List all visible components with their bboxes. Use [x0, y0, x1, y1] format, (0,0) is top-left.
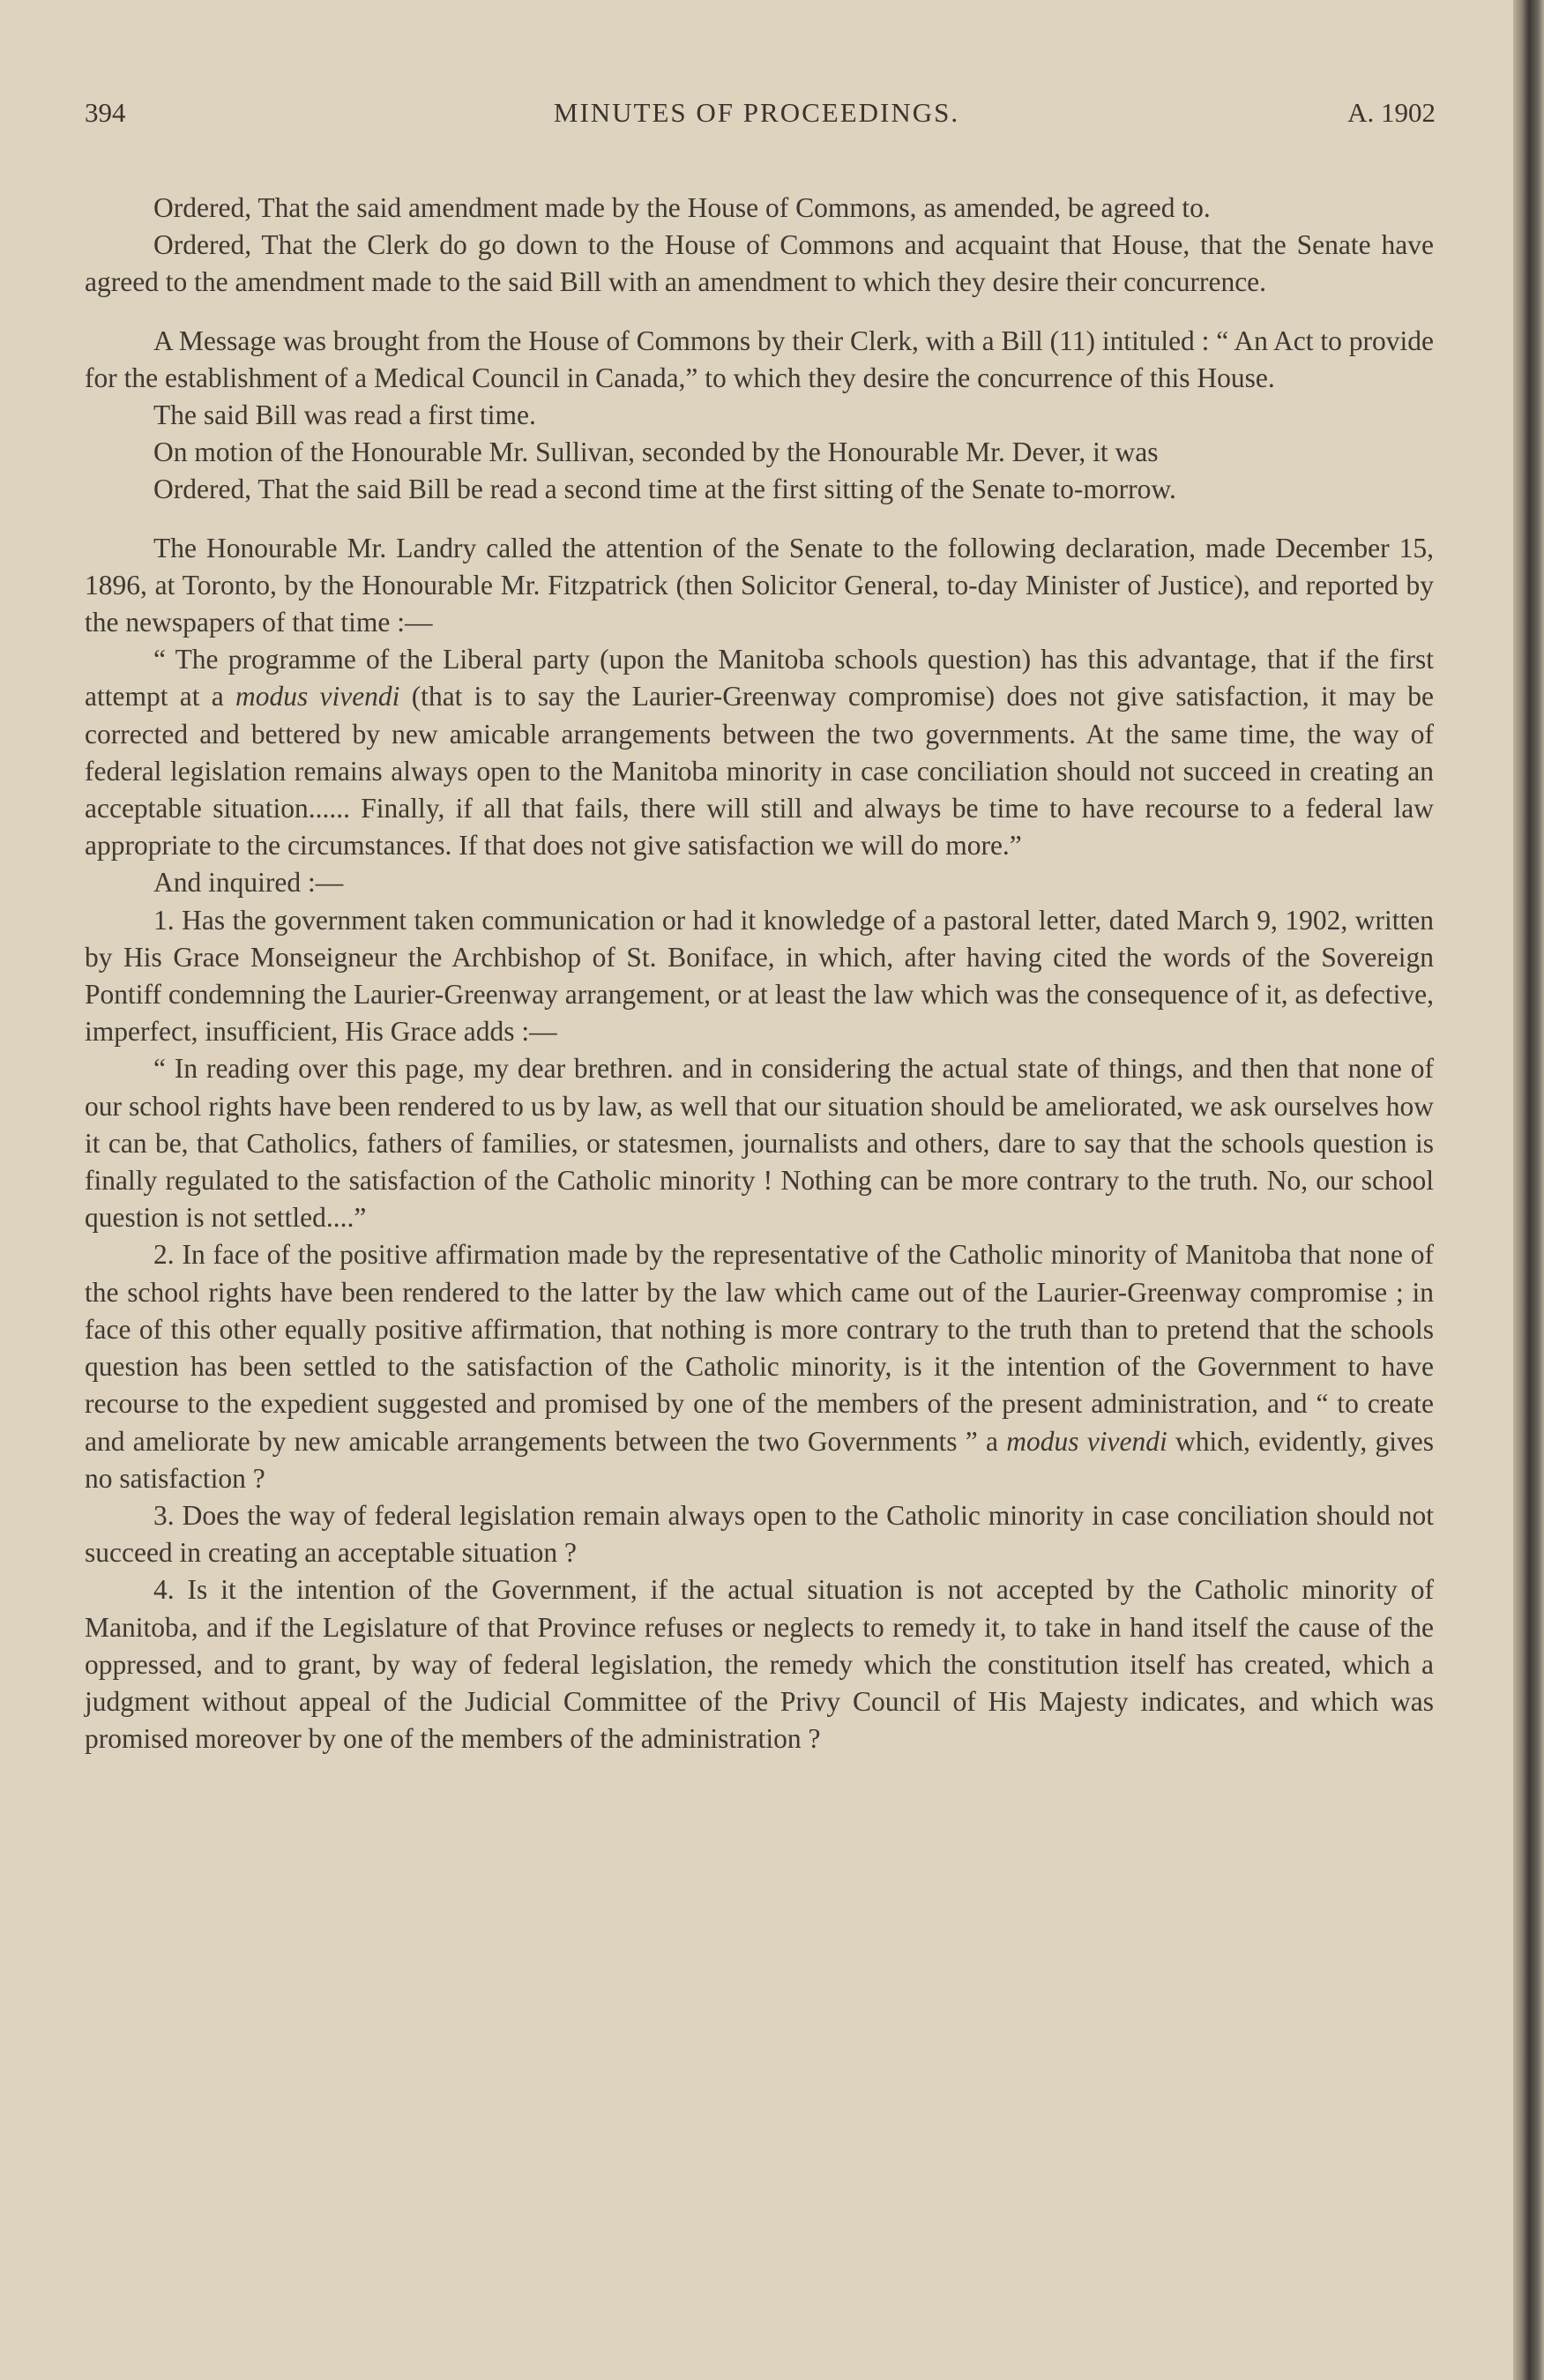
- quoted-letter: “ In reading over this page, my dear brethren. and in considering the actual state of things, and then that none of our school rights have been rendered to us by law, as well that our situation should be ameliorated, we ask ourselves how it can be, that Catholics, fathers of families, or statesmen, journalists and others, dare to say that the schools question is finally regulated to the satisfaction of the Catholic minority ! Nothing can be more contrary to the truth. No, our school question is not settled....”: [85, 1053, 1434, 1234]
- paragraph: The said Bill was read a first time.: [153, 399, 536, 431]
- question-1: 1. Has the government taken communication or had it knowledge of a pastoral letter, dated March 9, 1902, written by His Grace Monseigneur the Archbishop of St. Boniface, in which, after having cited the words of the Sovereign Pontiff condemning the Laurier-Greenway arrangement, or at least the law which was the consequence of it, as defective, imperfect, insufficient, His Grace adds :—: [85, 904, 1434, 1048]
- paragraph: Ordered, That the Clerk do go down to the House of Commons and acquaint that House, that the Senate have agreed to the amendment made to the said Bill with an amendment to which they desire their concurrence.: [85, 229, 1434, 298]
- paragraph: On motion of the Honourable Mr. Sullivan, seconded by the Honourable Mr. Dever, it was: [153, 436, 1159, 468]
- text-run: “ The programme of the Liberal party (upon the Manitoba schools question) has this advantage, that if the first attempt at a: [85, 644, 1434, 713]
- page-binding-edge: [1513, 0, 1544, 2380]
- page-header: [78, 97, 1436, 150]
- italic-term: modus vivendi: [235, 681, 400, 713]
- running-title: MINUTES OF PROCEEDINGS.: [553, 97, 960, 128]
- question-4: 4. Is it the intention of the Government, if the actual situation is not accepted by the Catholic minority of Manitoba, and if the Legislature of that Province refuses or neglects to remedy it, to take in hand itself the cause of the oppressed, and to grant, by way of federal legislation, the remedy which the constitution itself has created, which a judgment without appeal of the Judicial Committee of the Privy Council of His Majesty indicates, and which was promised moreover by one of the members of the administration ?: [85, 1574, 1434, 1755]
- paragraph: Ordered, That the said amendment made by the House of Commons, as amended, be agreed to.: [153, 192, 1211, 223]
- paragraph: The Honourable Mr. Landry called the attention of the Senate to the following declaration, made December 15, 1896, at Toronto, by the Honourable Mr. Fitzpatrick (then Solicitor General, to-day Minister of Justice), and reported by the newspapers of that time :—: [85, 532, 1434, 638]
- paragraph: A Message was brought from the House of Commons by their Clerk, with a Bill (11) intituled : “ An Act to provide for the establishment of a Medical Council in Canada,” to which they desire the concurrence of this House.: [85, 325, 1435, 393]
- session-year: A. 1902: [1347, 97, 1436, 128]
- text-run: (that is to say the Laurier-Greenway compromise) does not give satisfaction, it may be corrected and bettered by new amicable arrangements between the two governments. At the same time, the way of federal legislation remains always open to the Manitoba minority in case conciliation should not succeed in creating an acceptable situation...... Finally, if all that fails, there will still and always be time to have recourse to a federal law appropriate to the circumstances. If that does not give satisfaction we will do more.”: [85, 681, 1434, 862]
- paragraph: And inquired :—: [153, 867, 344, 899]
- italic-term: modus vivendi: [1006, 1425, 1167, 1457]
- text-run: which, evidently, gives no satisfaction ?: [85, 1425, 1434, 1494]
- text-run: 2. In face of the positive affirmation made by the representative of the Catholic minority of Manitoba that none of the school rights have been rendered to the latter by the law which came out of the Laurier-Greenway compromise ; in face of this other equally positive affirmation, that nothing is more contrary to the truth than to pretend that the schools question has been settled to the satisfaction of the Catholic minority, is it the intention of the Government to have recourse to the expedient suggested and promised by one of the members of the present administration, and “ to create and ameliorate by new amicable arrangements between the two Governments ” a: [85, 1239, 1434, 1457]
- question-3: 3. Does the way of federal legislation remain always open to the Catholic minority in case conciliation should not succeed in creating an acceptable situation ?: [85, 1499, 1434, 1569]
- paragraph: Ordered, That the said Bill be read a second time at the first sitting of the Senate to-morrow.: [153, 474, 1176, 505]
- quoted-declaration: [85, 641, 1434, 864]
- page-number: 394: [85, 97, 126, 128]
- question-2: [85, 1236, 1434, 1496]
- page-body: [85, 190, 1434, 1757]
